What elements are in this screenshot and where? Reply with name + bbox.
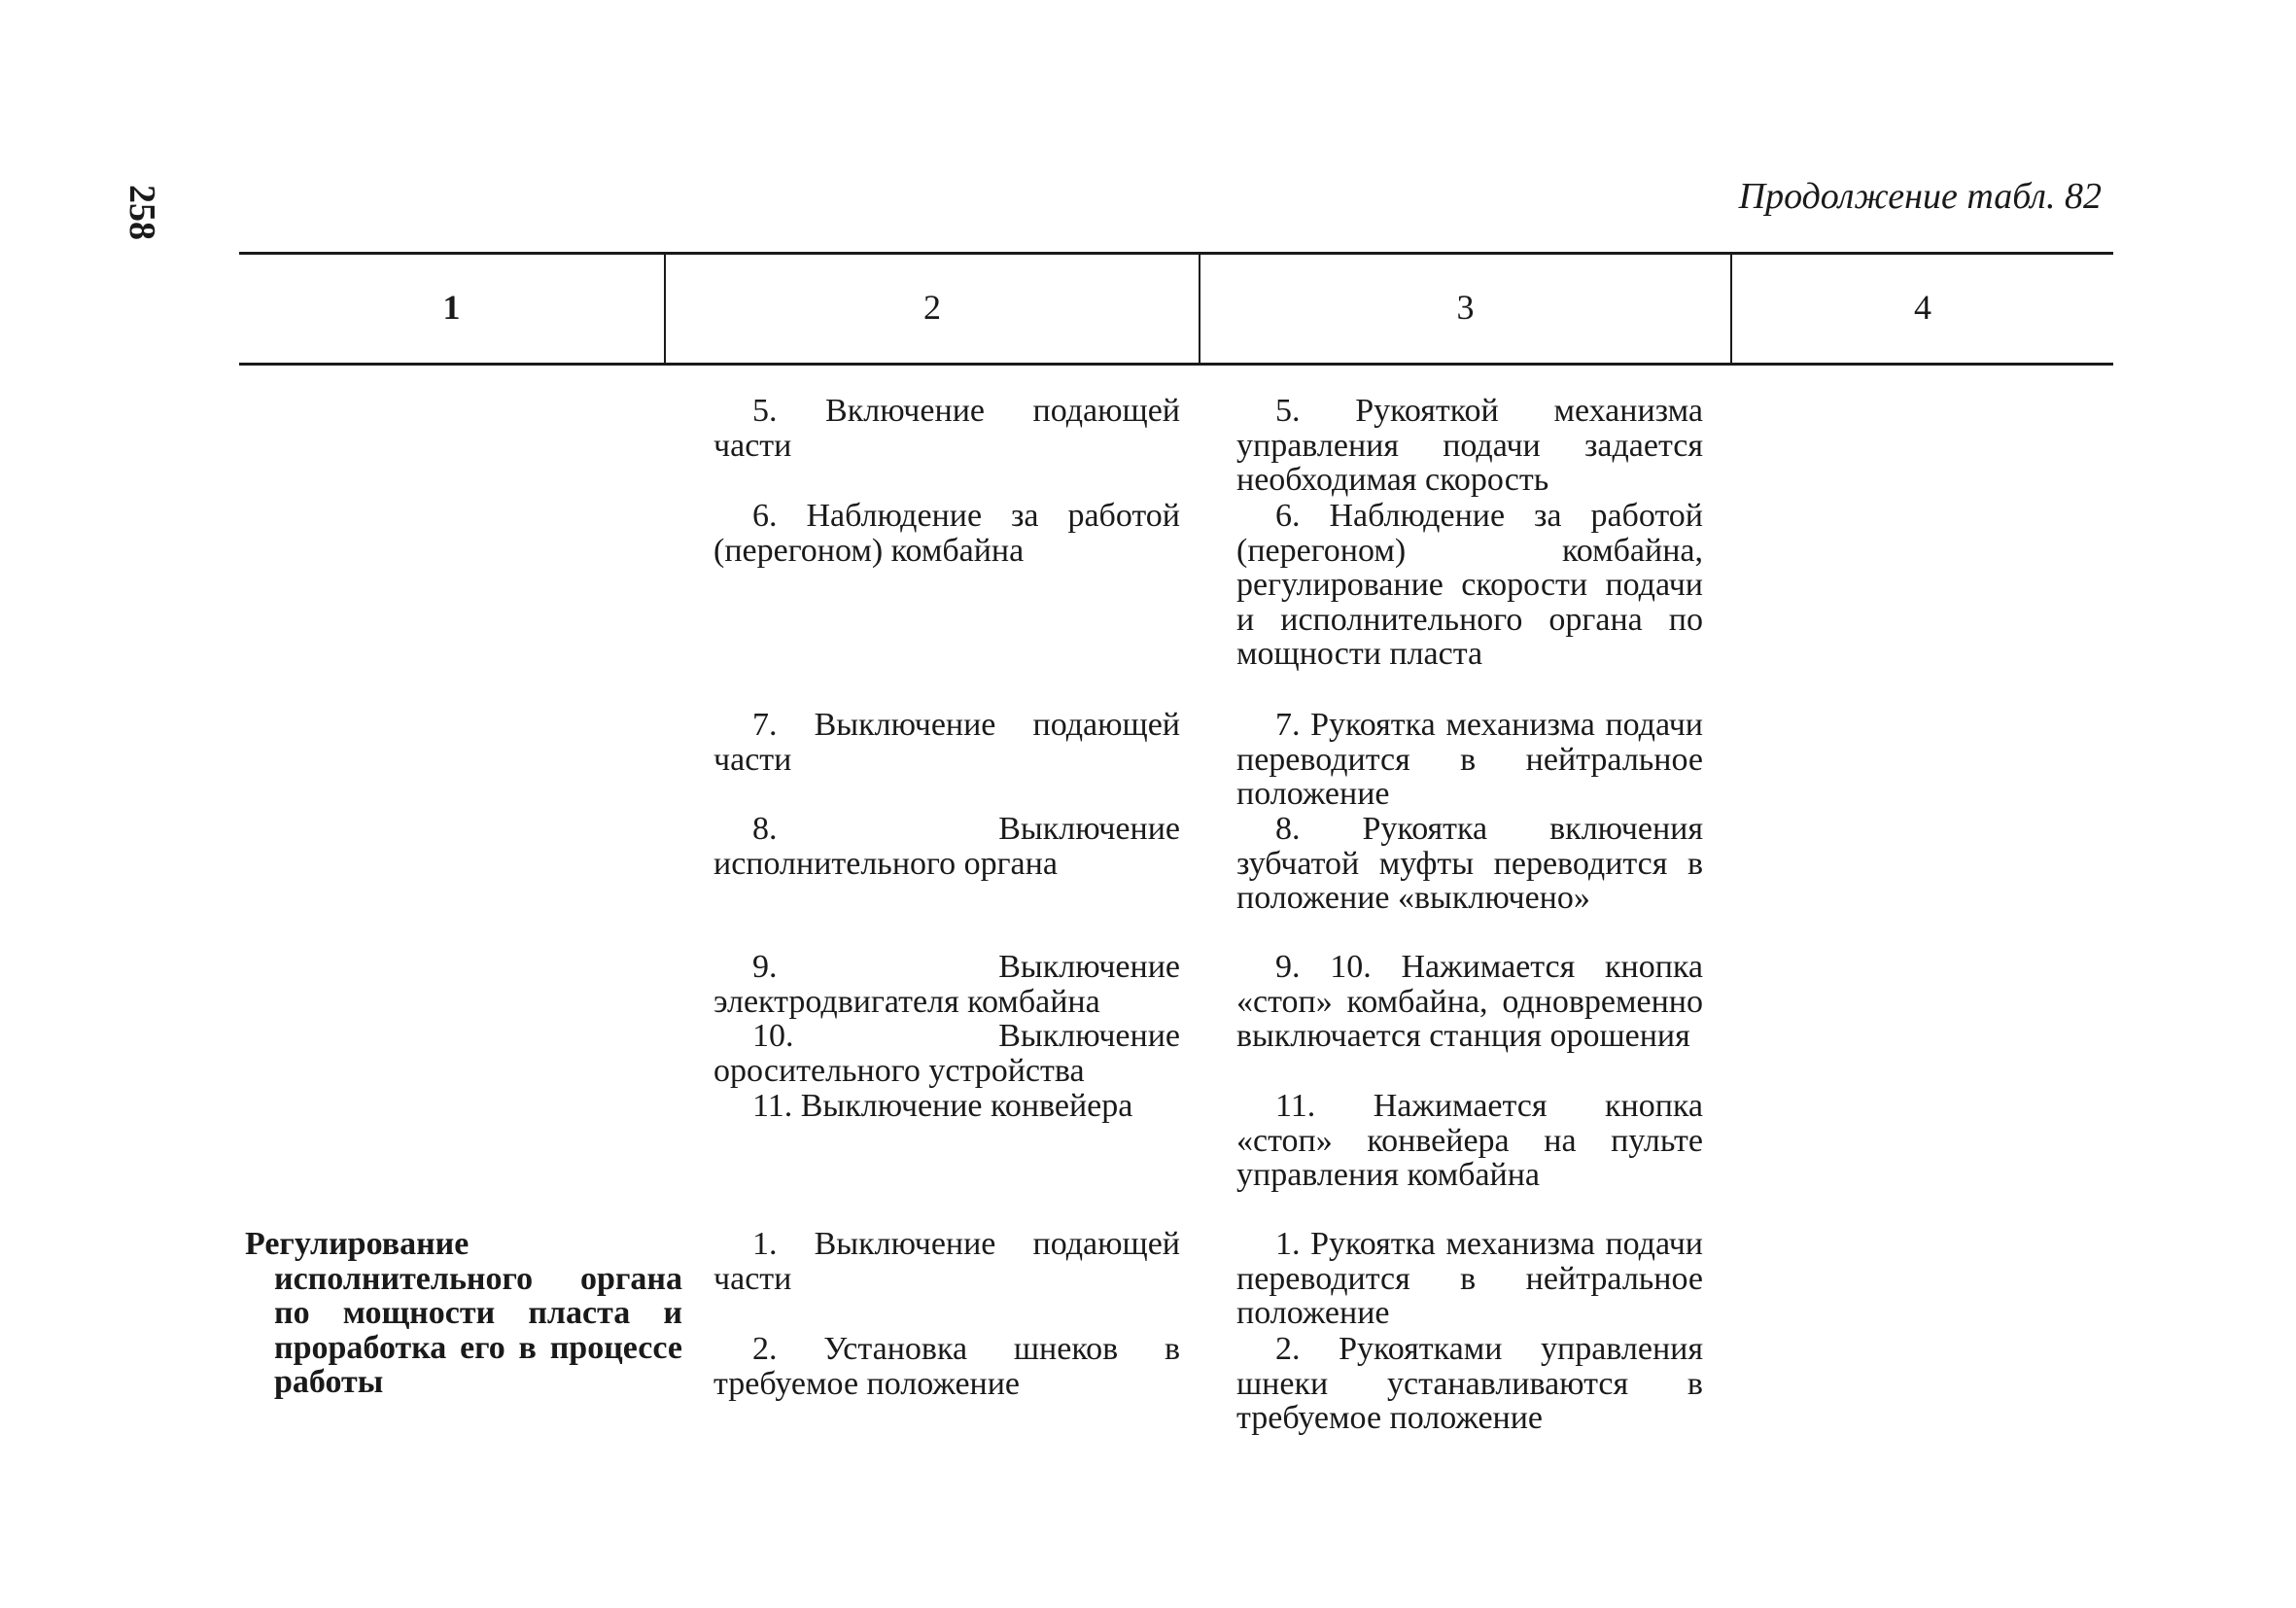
operation-cell: 2. Установка шнеков в требуемое положение (713, 1331, 1180, 1402)
table-top-rule (239, 252, 2113, 255)
stage-cell: Регулирование исполнительного органа по мощности пласта и проработка его в процессе работы (245, 1226, 682, 1400)
table-header-rule (239, 363, 2113, 366)
operation-cell: 7. Выключение подающей части (713, 707, 1180, 778)
column-number: 4 (1914, 288, 1931, 327)
method-cell: 8. Рукоятка включения зубчатой муфты переводится в положение «выключено» (1236, 811, 1703, 916)
operation-cell: 11. Выключение конвейера (752, 1088, 1133, 1124)
method-cell: 9. 10. Нажимается кнопка «стоп» комбайна, одновременно выключается станция орошения (1236, 949, 1703, 1054)
operation-cell: 6. Наблюдение за работой (перегоном) комбайна (713, 498, 1180, 569)
column-number: 2 (923, 288, 941, 327)
table-caption: Продолжение табл. 82 (1738, 176, 2102, 217)
method-cell: 6. Наблюдение за работой (перегоном) комбайна, регулирование скорости подачи и исполнительного органа по мощности пласта (1236, 498, 1703, 672)
column-number: 3 (1456, 288, 1475, 327)
operation-cell: 10. Выключение оросительного устройства (713, 1018, 1180, 1089)
operation-cell: 5. Включение подающей части (713, 393, 1180, 464)
column-number: 1 (442, 288, 461, 327)
operation-cell: 1. Выключение подающей части (713, 1226, 1180, 1297)
method-cell: 11. Нажимается кнопка «стоп» конвейера на пульте управления комбайна (1236, 1088, 1703, 1193)
method-cell: 1. Рукоятка механизма подачи переводится в нейтральное положение (1236, 1226, 1703, 1331)
page-number: 258 (122, 185, 162, 240)
method-cell: 7. Рукоятка механизма подачи переводится в нейтральное положение (1236, 707, 1703, 812)
operation-cell: 9. Выключение электродвигателя комбайна (713, 949, 1180, 1020)
method-cell: 5. Рукояткой механизма управления подачи задается необходимая скорость (1236, 393, 1703, 498)
method-cell: 2. Рукоятками управления шнеки устанавливаются в требуемое положение (1236, 1331, 1703, 1436)
operation-cell: 8. Выключение исполнительного органа (713, 811, 1180, 882)
